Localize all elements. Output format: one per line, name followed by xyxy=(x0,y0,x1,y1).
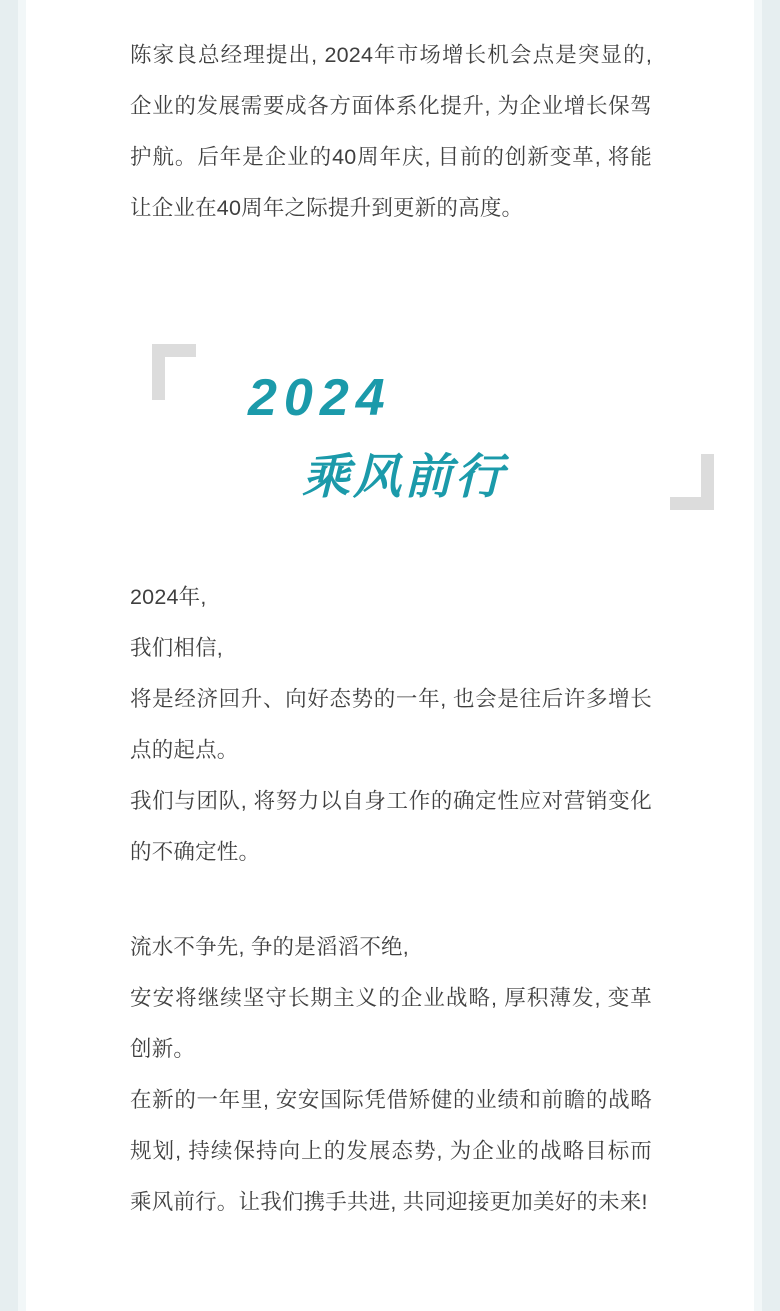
intro-paragraph: 陈家良总经理提出, 2024年市场增长机会点是突显的, 企业的发展需要成各方面体系化提升, 为企业增长保驾护航。后年是企业的40周年庆, 目前的创新变革, 将能让企业在40周年之际提升到更新的高度。 xyxy=(130,43,652,220)
body-line: 流水不争先, 争的是滔滔不绝, xyxy=(130,935,409,959)
title-main: 乘风前行 xyxy=(302,451,507,504)
body-line: 我们与团队, 将努力以自身工作的确定性应对营销变化的不确定性。 xyxy=(130,789,652,864)
body-line: 我们相信, xyxy=(130,636,223,660)
body-line: 将是经济回升、向好态势的一年, 也会是往后许多增长点的起点。 xyxy=(130,687,652,762)
title-block xyxy=(130,330,652,550)
corner-bracket-top-left-icon xyxy=(152,344,196,400)
corner-bracket-bottom-right-icon xyxy=(670,454,714,510)
body-block-2 xyxy=(130,922,652,1228)
intro-block xyxy=(130,30,652,234)
body-line: 在新的一年里, 安安国际凭借矫健的业绩和前瞻的战略规划, 持续保持向上的发展态势, 为企业的战略目标而乘风前行。让我们携手共进, 共同迎接更加美好的未来! xyxy=(130,1088,652,1214)
body-line: 安安将继续坚守长期主义的企业战略, 厚积薄发, 变革创新。 xyxy=(130,986,652,1061)
body-line: 2024年, xyxy=(130,585,207,609)
body-block-1 xyxy=(130,572,652,878)
title-year: 2024 xyxy=(248,369,392,427)
